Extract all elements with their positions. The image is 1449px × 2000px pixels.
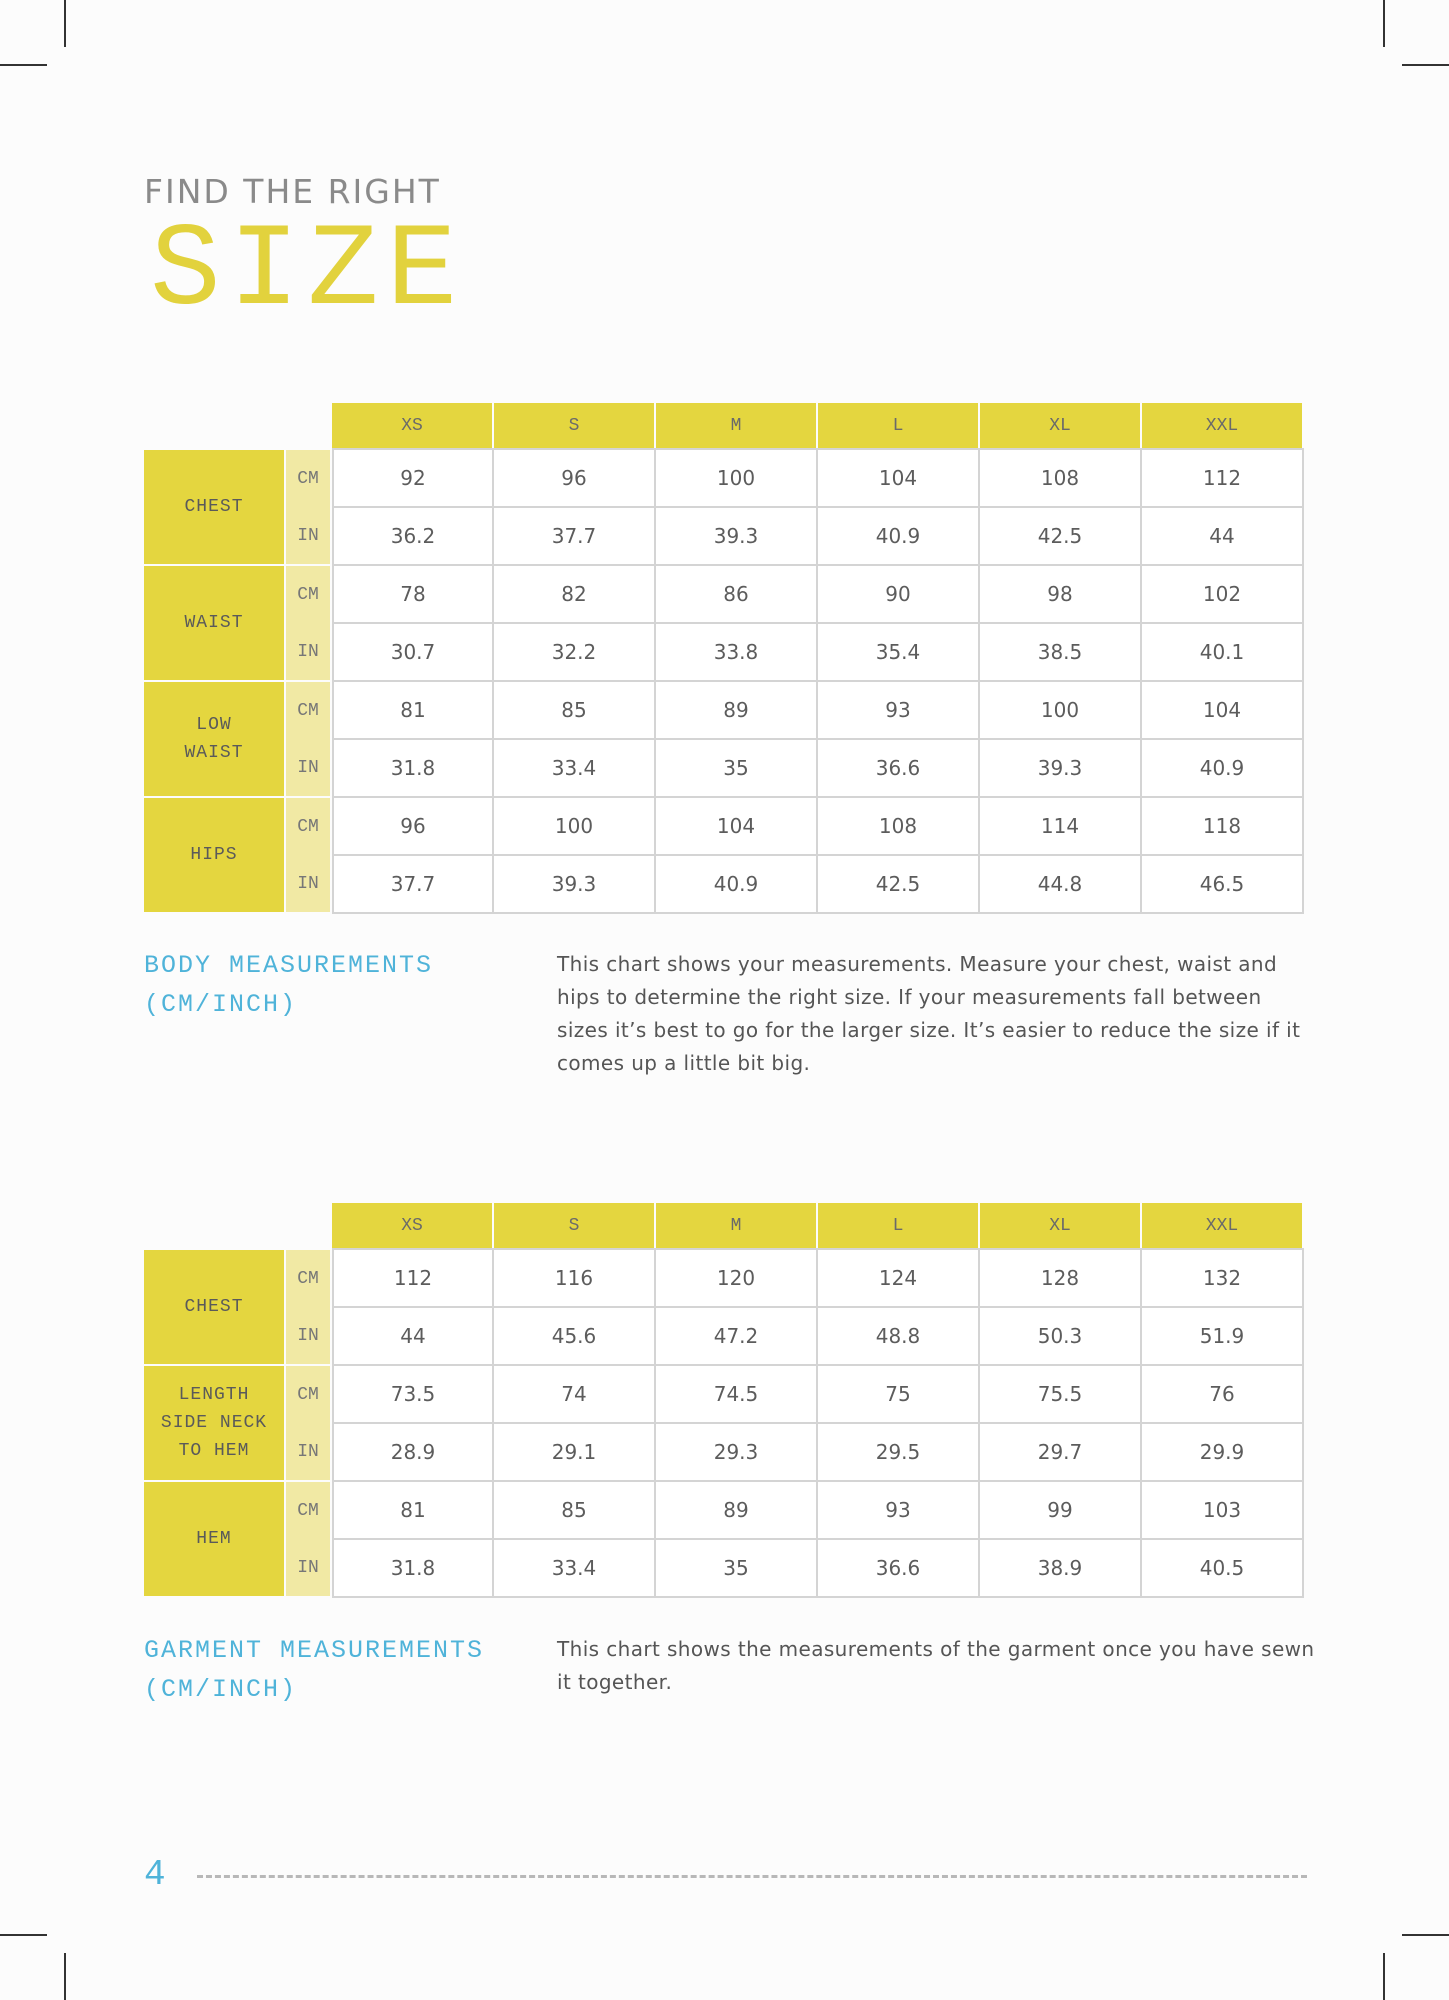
- table-cell: 29.9: [1142, 1424, 1304, 1482]
- table-cell: 124: [818, 1250, 980, 1308]
- size-header-m: M: [656, 1203, 816, 1248]
- table-cell: 42.5: [980, 508, 1142, 566]
- table-cell: 31.8: [332, 1540, 494, 1598]
- table-cell: 89: [656, 1482, 818, 1540]
- table-cell: 44: [1142, 508, 1304, 566]
- table-cell: 93: [818, 682, 980, 740]
- table-cell: 36.6: [818, 740, 980, 798]
- table-cell: 86: [656, 566, 818, 624]
- page-title: SIZE: [150, 206, 466, 339]
- table-cell: 40.1: [1142, 624, 1304, 682]
- garment-measurements-table: [144, 1203, 1304, 1596]
- unit-label-cm: CM: [286, 566, 330, 624]
- size-header-xl: XL: [980, 403, 1140, 448]
- table-cell: 118: [1142, 798, 1304, 856]
- crop-mark: [0, 1934, 47, 1936]
- table-cell: 33.4: [494, 740, 656, 798]
- table-cell: 44.8: [980, 856, 1142, 914]
- table-cell: 35: [656, 740, 818, 798]
- table-cell: 39.3: [656, 508, 818, 566]
- table-cell: 100: [980, 682, 1142, 740]
- table-cell: 29.7: [980, 1424, 1142, 1482]
- unit-label-in: IN: [286, 856, 330, 912]
- measurement-label-text: LENGTH SIDE NECK TO HEM: [160, 1385, 268, 1461]
- heading-subtitle: FIND THE RIGHT: [144, 172, 441, 211]
- table-cell: 31.8: [332, 740, 494, 798]
- table-cell: 42.5: [818, 856, 980, 914]
- size-header-m: M: [656, 403, 816, 448]
- measurement-label-text: CHEST: [184, 497, 244, 517]
- body-caption-text: This chart shows your measurements. Measure your chest, waist and hips to determine the right size. If your measurements fall between sizes it’s best to go for the larger size. It’s easier to reduce the size if it comes up a little bit big.: [557, 952, 1301, 1075]
- table-cell: 128: [980, 1250, 1142, 1308]
- body-caption-title-line1: BODY MEASUREMENTS: [144, 951, 434, 980]
- measurement-label: [144, 682, 284, 796]
- size-header-xs: XS: [332, 1203, 492, 1248]
- table-cell: 104: [1142, 682, 1304, 740]
- size-header-xxl: XXL: [1142, 1203, 1302, 1248]
- table-cell: 40.5: [1142, 1540, 1304, 1598]
- table-cell: 48.8: [818, 1308, 980, 1366]
- table-cell: 39.3: [494, 856, 656, 914]
- table-cell: 114: [980, 798, 1142, 856]
- table-cell: 39.3: [980, 740, 1142, 798]
- unit-label-in: IN: [286, 1540, 330, 1596]
- garment-caption-title-line1: GARMENT MEASUREMENTS: [144, 1636, 485, 1665]
- measurement-label-text: HEM: [196, 1529, 232, 1549]
- table-cell: 36.6: [818, 1540, 980, 1598]
- table-cell: 75.5: [980, 1366, 1142, 1424]
- table-cell: 51.9: [1142, 1308, 1304, 1366]
- size-header-l: L: [818, 403, 978, 448]
- table-cell: 29.1: [494, 1424, 656, 1482]
- table-cell: 99: [980, 1482, 1142, 1540]
- body-caption-title: [144, 946, 433, 1024]
- size-header-l: L: [818, 1203, 978, 1248]
- table-cell: 44: [332, 1308, 494, 1366]
- table-cell: 96: [332, 798, 494, 856]
- table-cell: 45.6: [494, 1308, 656, 1366]
- unit-label-in: IN: [286, 508, 330, 564]
- size-header-xs: XS: [332, 403, 492, 448]
- table-cell: 85: [494, 682, 656, 740]
- crop-mark: [1383, 1953, 1385, 2000]
- table-cell: 104: [818, 450, 980, 508]
- table-cell: 76: [1142, 1366, 1304, 1424]
- table-cell: 46.5: [1142, 856, 1304, 914]
- unit-label-cm: CM: [286, 1366, 330, 1424]
- table-cell: 81: [332, 682, 494, 740]
- body-measurements-table: [144, 403, 1304, 911]
- table-cell: 37.7: [332, 856, 494, 914]
- table-cell: 47.2: [656, 1308, 818, 1366]
- table-cell: 103: [1142, 1482, 1304, 1540]
- table-cell: 40.9: [1142, 740, 1304, 798]
- table-cell: 74.5: [656, 1366, 818, 1424]
- page-number: 4: [144, 1854, 166, 1895]
- table-cell: 90: [818, 566, 980, 624]
- unit-label-in: IN: [286, 624, 330, 680]
- table-cell: 74: [494, 1366, 656, 1424]
- unit-label-cm: CM: [286, 798, 330, 856]
- unit-label-cm: CM: [286, 450, 330, 508]
- size-header-s: S: [494, 1203, 654, 1248]
- body-caption-title-line2: (CM/INCH): [144, 990, 298, 1019]
- measurement-label-text: HIPS: [190, 845, 238, 865]
- table-cell: 112: [1142, 450, 1304, 508]
- table-cell: 93: [818, 1482, 980, 1540]
- table-cell: 36.2: [332, 508, 494, 566]
- table-cell: 100: [656, 450, 818, 508]
- table-cell: 120: [656, 1250, 818, 1308]
- table-cell: 102: [1142, 566, 1304, 624]
- table-cell: 38.5: [980, 624, 1142, 682]
- crop-mark: [0, 64, 47, 66]
- table-cell: 40.9: [656, 856, 818, 914]
- measurement-label: [144, 450, 284, 564]
- measurement-label-text: WAIST: [184, 613, 244, 633]
- table-cell: 108: [980, 450, 1142, 508]
- table-cell: 108: [818, 798, 980, 856]
- table-cell: 100: [494, 798, 656, 856]
- table-cell: 75: [818, 1366, 980, 1424]
- table-cell: 73.5: [332, 1366, 494, 1424]
- table-cell: 82: [494, 566, 656, 624]
- table-cell: 132: [1142, 1250, 1304, 1308]
- table-cell: 96: [494, 450, 656, 508]
- measurement-label: [144, 566, 284, 680]
- table-cell: 89: [656, 682, 818, 740]
- measurement-label: [144, 1366, 284, 1480]
- measurement-label: [144, 1482, 284, 1596]
- table-cell: 78: [332, 566, 494, 624]
- table-cell: 33.8: [656, 624, 818, 682]
- table-cell: 33.4: [494, 1540, 656, 1598]
- size-header-xxl: XXL: [1142, 403, 1302, 448]
- table-cell: 104: [656, 798, 818, 856]
- unit-label-cm: CM: [286, 1482, 330, 1540]
- table-cell: 29.5: [818, 1424, 980, 1482]
- table-cell: 40.9: [818, 508, 980, 566]
- table-cell: 37.7: [494, 508, 656, 566]
- unit-label-in: IN: [286, 1308, 330, 1364]
- footer-dashed-rule: [197, 1875, 1307, 1878]
- measurement-label: [144, 1250, 284, 1364]
- measurement-label-text: LOW WAIST: [184, 715, 244, 763]
- unit-label-in: IN: [286, 1424, 330, 1480]
- table-cell: 29.3: [656, 1424, 818, 1482]
- table-cell: 92: [332, 450, 494, 508]
- crop-mark: [1383, 0, 1385, 47]
- garment-caption-title-line2: (CM/INCH): [144, 1675, 298, 1704]
- table-cell: 30.7: [332, 624, 494, 682]
- table-cell: 38.9: [980, 1540, 1142, 1598]
- unit-label-in: IN: [286, 740, 330, 796]
- measurement-label-text: CHEST: [184, 1297, 244, 1317]
- crop-mark: [1402, 1934, 1449, 1936]
- table-cell: 85: [494, 1482, 656, 1540]
- size-header-s: S: [494, 403, 654, 448]
- table-cell: 116: [494, 1250, 656, 1308]
- size-header-xl: XL: [980, 1203, 1140, 1248]
- table-cell: 35: [656, 1540, 818, 1598]
- table-cell: 98: [980, 566, 1142, 624]
- garment-caption-text: This chart shows the measurements of the garment once you have sewn it together.: [557, 1637, 1315, 1694]
- table-cell: 50.3: [980, 1308, 1142, 1366]
- table-cell: 81: [332, 1482, 494, 1540]
- table-cell: 28.9: [332, 1424, 494, 1482]
- measurement-label: [144, 798, 284, 912]
- unit-label-cm: CM: [286, 682, 330, 740]
- garment-caption-title: [144, 1631, 484, 1709]
- unit-label-cm: CM: [286, 1250, 330, 1308]
- crop-mark: [64, 1953, 66, 2000]
- table-cell: 35.4: [818, 624, 980, 682]
- crop-mark: [1402, 64, 1449, 66]
- table-cell: 112: [332, 1250, 494, 1308]
- crop-mark: [64, 0, 66, 47]
- table-cell: 32.2: [494, 624, 656, 682]
